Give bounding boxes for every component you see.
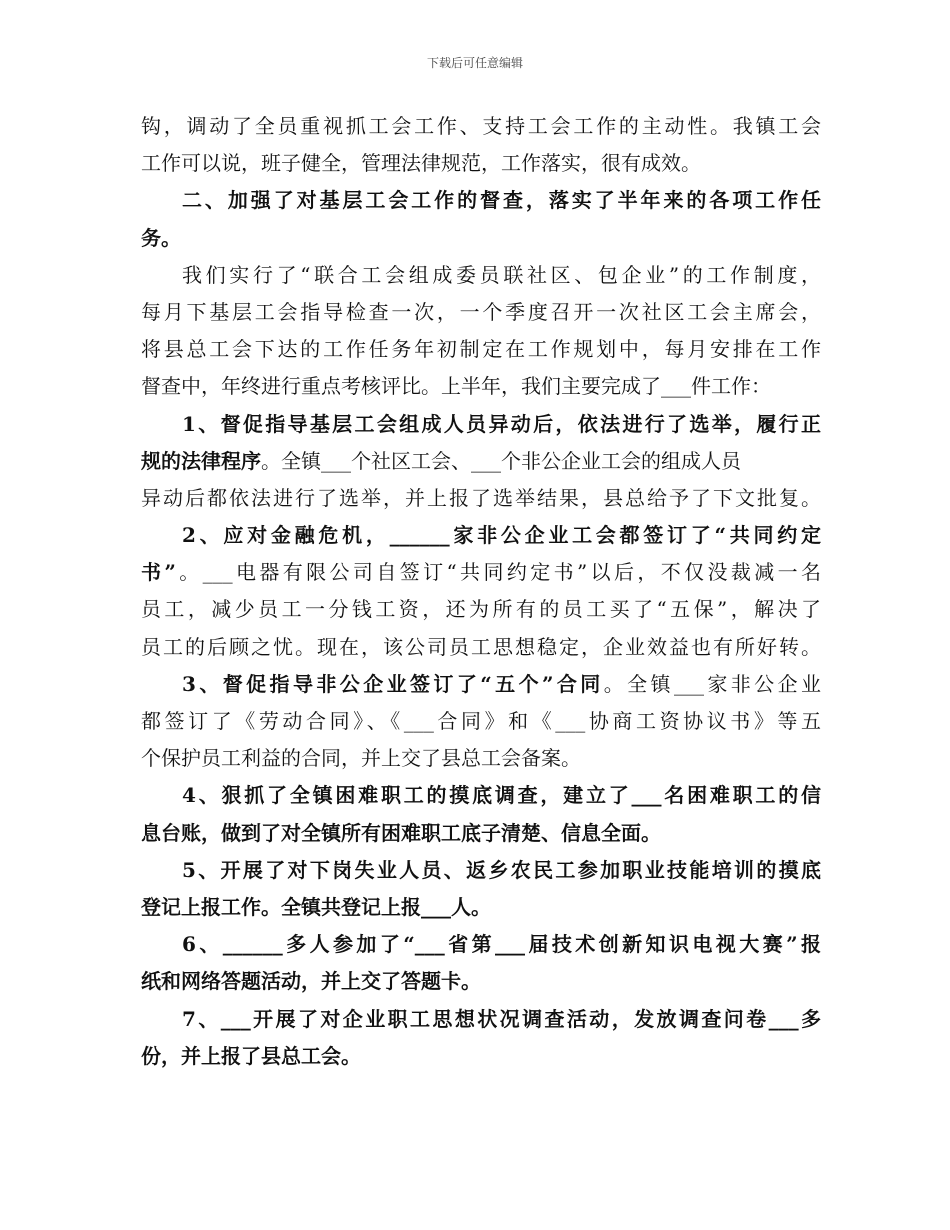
text-line: 个保护员工利益的合同，并上交了县总工会备案。: [141, 746, 581, 771]
text-line: 钩，调动了全员重视抓工会工作、支持工会工作的主动性。我镇工会: [141, 114, 821, 138]
item-heading: 6、______多人参加了“___省第___届技术创新知识电视大赛”报: [182, 932, 821, 957]
item-heading: 7、___开展了对企业职工思想状况调查活动，发放调查问卷___多: [182, 1006, 821, 1031]
section-heading: 务。: [141, 225, 181, 250]
section-heading: 二、加强了对基层工会工作的督查，落实了半年来的各项工作任: [182, 188, 821, 213]
item-heading-tail: 规的法律程序: [141, 448, 261, 473]
text-line: 异动后都依法进行了选举，并上报了选举结果，县总给予了下文批复。: [141, 485, 821, 510]
text-line: 员工，减少员工一分钱工资，还为所有的员工买了“五保”，解决了: [141, 597, 821, 622]
item-heading: 息台账，做到了对全镇所有困难职工底子清楚、信息全面。: [141, 820, 661, 845]
text-line: [141, 666, 821, 703]
text-line: [141, 443, 821, 480]
text-line: [141, 554, 821, 591]
document-body: [141, 108, 821, 1075]
item-text: 。全镇___个社区工会、___个非公企业工会的组成人员: [261, 448, 741, 473]
item-heading: 2、应对金融危机，______家非公企业工会都签订了“共同约定: [182, 523, 821, 548]
item-heading: 登记上报工作。全镇共登记上报___人。: [141, 894, 491, 919]
item-heading: 4、狠抓了全镇困难职工的摸底调查，建立了___名困难职工的信: [182, 783, 821, 808]
item-heading: 份，并上报了县总工会。: [141, 1043, 361, 1068]
item-heading: 1、督促指导基层工会组成人员异动后，依法进行了选举，履行正: [182, 411, 821, 436]
item-text: 。全镇___家非公企业: [603, 671, 821, 696]
page-header-note: 下载后可任意编辑: [426, 56, 523, 70]
item-text: 。___电器有限公司自签订“共同约定书”以后，不仅没裁减一名: [175, 560, 821, 585]
item-heading: 3、督促指导非公企业签订了“五个”合同: [182, 671, 604, 696]
text-line: 工作可以说，班子健全，管理法律规范，工作落实，很有成效。: [141, 151, 701, 176]
text-line: 我们实行了“联合工会组成委员联社区、包企业”的工作制度，: [182, 262, 821, 287]
item-heading: 5、开展了对下岗失业人员、返乡农民工参加职业技能培训的摸底: [182, 857, 821, 882]
text-line: 员工的后顾之忧。现在，该公司员工思想稳定，企业效益也有所好转。: [141, 634, 821, 659]
text-line: 每月下基层工会指导检查一次，一个季度召开一次社区工会主席会，: [141, 299, 821, 324]
text-line: 都签订了《劳动合同》、《___合同》和《___协商工资协议书》等五: [141, 709, 821, 733]
text-line: 将县总工会下达的工作任务年初制定在工作规划中，每月安排在工作: [141, 337, 821, 362]
text-line: 督查中，年终进行重点考核评比。上半年，我们主要完成了___件工作：: [141, 374, 771, 399]
item-heading: 纸和网络答题活动，并上交了答题卡。: [141, 969, 481, 994]
item-heading-tail: 书”: [141, 560, 176, 585]
